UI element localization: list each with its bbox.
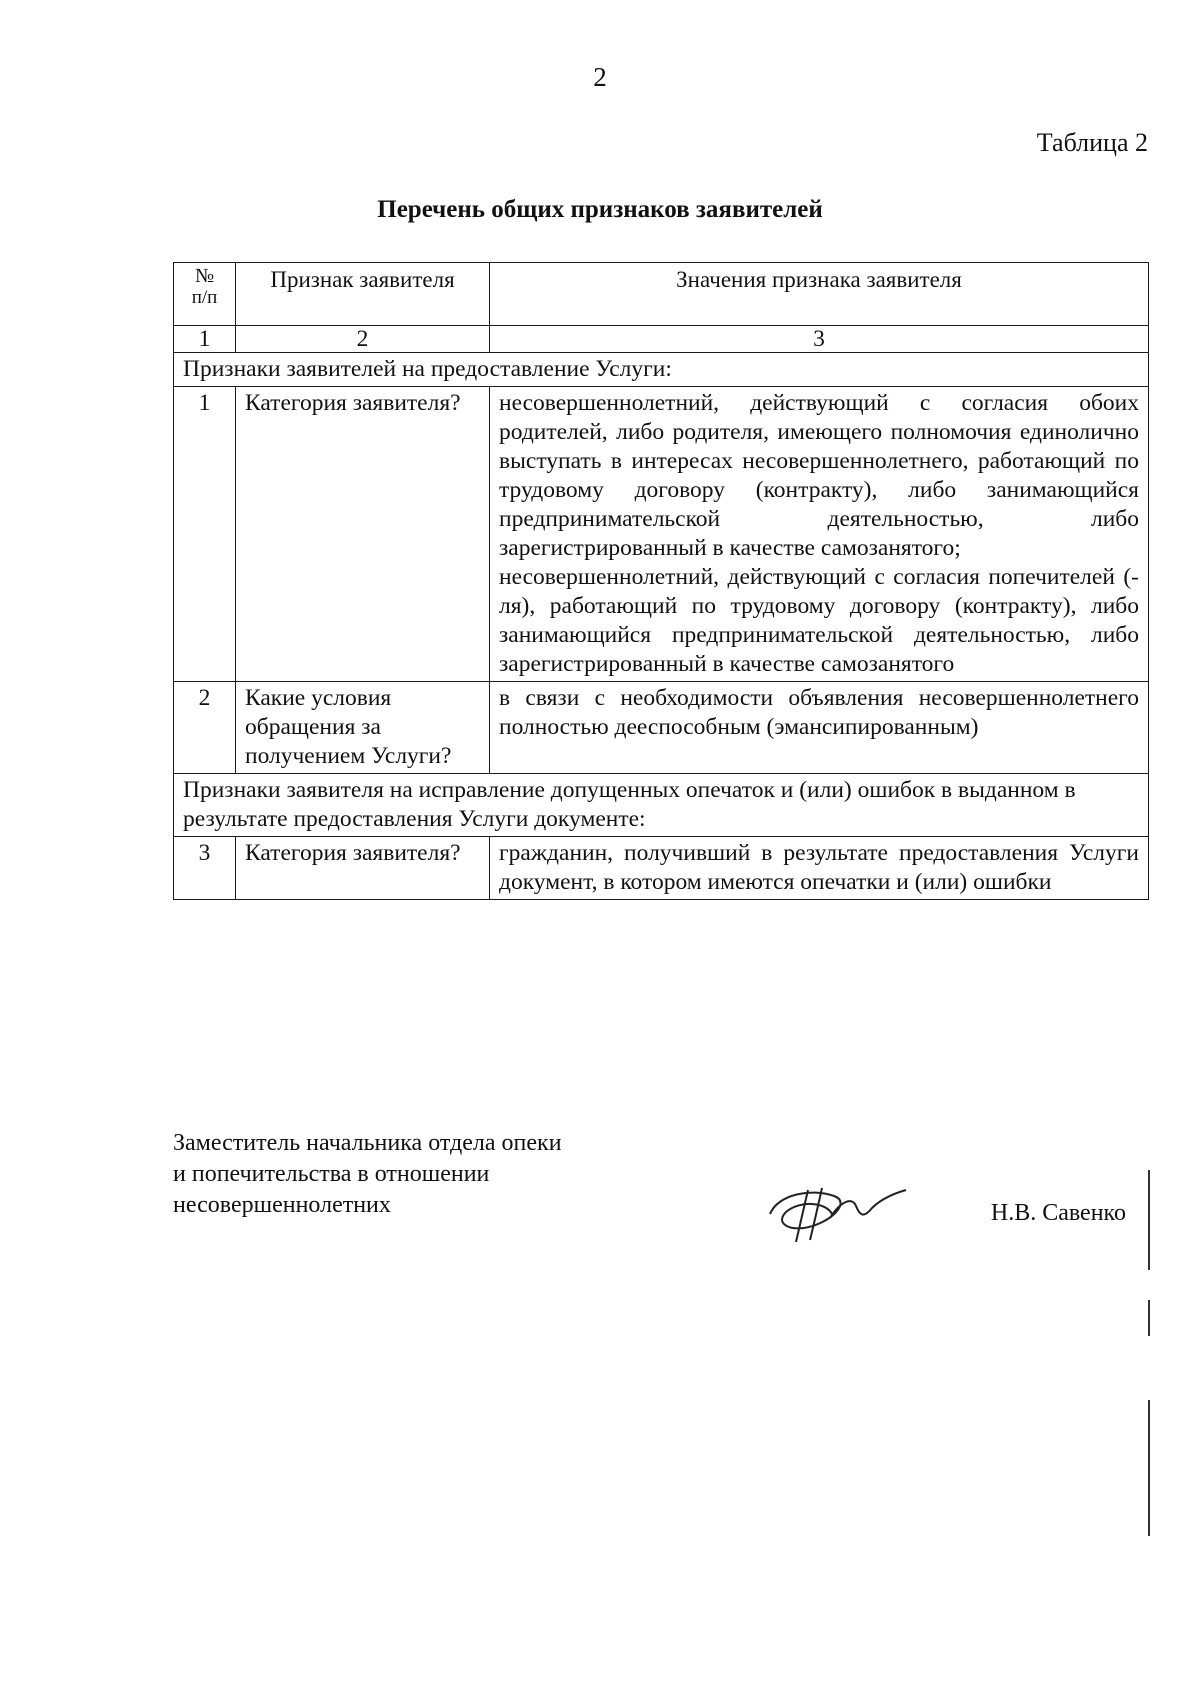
section-row — [174, 353, 1149, 387]
row-number: 2 — [174, 682, 236, 774]
page-number: 2 — [593, 62, 607, 92]
scan-edge-line — [1148, 1300, 1150, 1336]
table-header-row — [174, 263, 1149, 326]
row-attribute: Категория заявителя? — [236, 387, 490, 682]
signer-position-line: несовершеннолетних — [173, 1192, 391, 1218]
number-sub: п/п — [191, 287, 218, 308]
table-row — [174, 387, 1149, 682]
header-values: Значения признака заявителя — [490, 263, 1149, 326]
signer-position-line: и попечительства в отношении — [173, 1161, 490, 1187]
value-paragraph: несовершеннолетний, действующий с согласия попечителей (-ля), работающий по трудовому договору (контракту), либо занимающийся предпринимательской деятельностью, либо зарегистрированный в качестве самозанятого — [499, 564, 1139, 677]
row-number: 1 — [174, 387, 236, 682]
row-attribute: Какие условия обращения за получением Услуги? — [236, 682, 490, 774]
row-number: 3 — [174, 837, 236, 900]
signer-name: Н.В. Савенко — [990, 1200, 1126, 1226]
table-caption: Таблица 2 — [1036, 128, 1148, 157]
signer-position — [173, 1128, 562, 1221]
section-heading-correction: Признаки заявителя на исправление допущенных опечаток и (или) ошибок в выданном в результате предоставления Услуги документе: — [174, 774, 1149, 837]
column-index: 2 — [236, 326, 490, 353]
header-attribute: Признак заявителя — [236, 263, 490, 326]
column-index-row — [174, 326, 1149, 353]
table-row — [174, 837, 1149, 900]
signer-position-line: Заместитель начальника отдела опеки — [173, 1130, 562, 1156]
row-value — [490, 387, 1149, 682]
row-attribute: Категория заявителя? — [236, 837, 490, 900]
document-title: Перечень общих признаков заявителей — [377, 196, 823, 223]
section-row — [174, 774, 1149, 837]
applicant-attributes-table — [173, 262, 1149, 900]
column-index: 3 — [490, 326, 1149, 353]
section-heading-provision: Признаки заявителей на предоставление Услуги: — [174, 353, 1149, 387]
scan-edge-line — [1148, 1170, 1150, 1270]
handwritten-signature — [760, 1172, 910, 1252]
number-sign: № — [194, 265, 215, 287]
value-paragraph: несовершеннолетний, действующий с согласия обоих родителей, либо родителя, имеющего полномочия единолично выступать в интересах несовершеннолетнего, работающий по трудовому договору (контракту), либо занимающийся предпринимательской деятельностью, либо зарегистрированный в качестве самозанятого; — [499, 390, 1139, 561]
scan-edge-line — [1148, 1400, 1150, 1536]
row-value: гражданин, получивший в результате предоставления Услуги документ, в котором имеются опечатки и (или) ошибки — [490, 837, 1149, 900]
header-number — [174, 263, 236, 326]
table-row — [174, 682, 1149, 774]
column-index: 1 — [174, 326, 236, 353]
row-value: в связи с необходимости объявления несовершеннолетнего полностью дееспособным (эмансипированным) — [490, 682, 1149, 774]
